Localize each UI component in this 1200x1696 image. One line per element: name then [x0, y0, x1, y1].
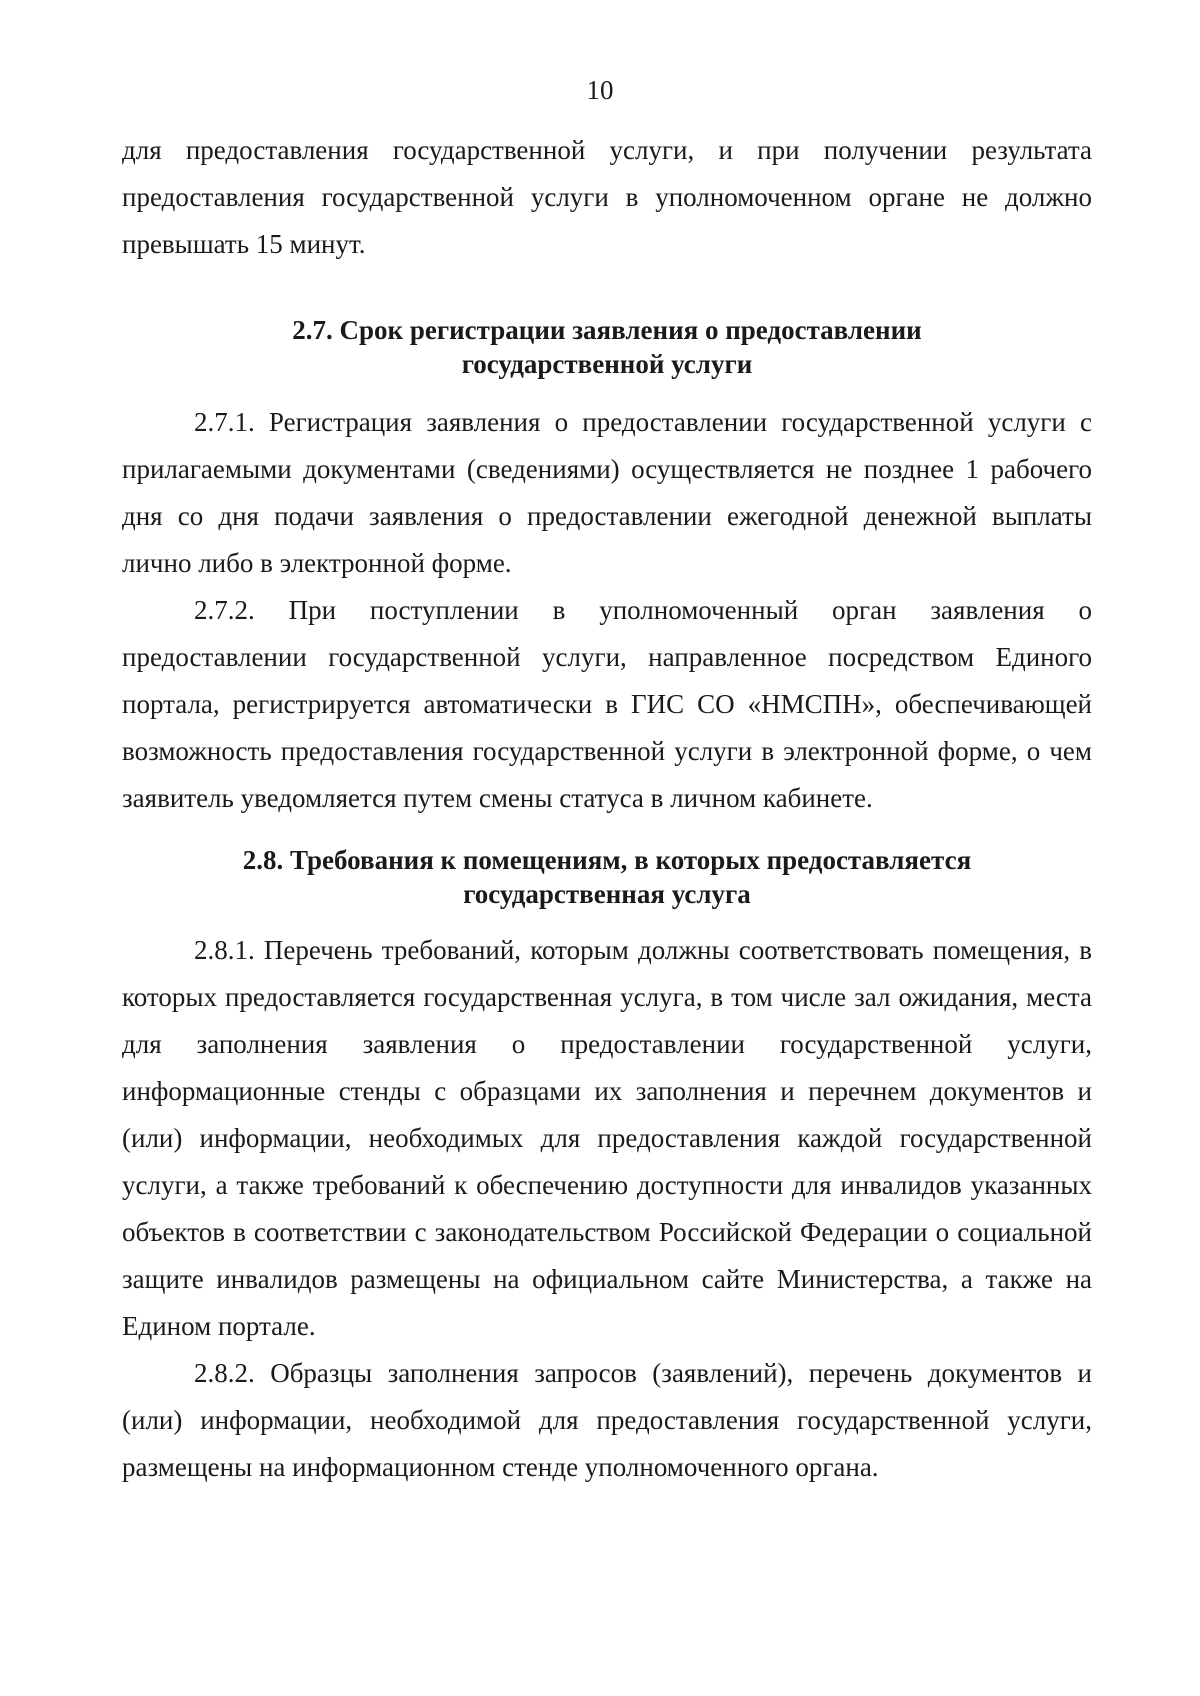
section-2-8-body [122, 927, 1092, 1491]
section-2-8-heading [122, 843, 1092, 911]
section-2-8-title-line1: 2.8. Требования к помещениям, в которых предоставляется [242, 845, 972, 875]
paragraph-2-8-2: 2.8.2. Образцы заполнения запросов (заявлений), перечень документов и (или) информации, необходимой для предоставления государственной услуги, размещены на информационном стенде уполномоченного органа. [122, 1358, 1092, 1482]
intro-paragraph: для предоставления государственной услуги, и при получении результата предоставления государственной услуги в уполномоченном органе не должно превышать 15 минут. [122, 135, 1092, 259]
paragraph-2-8-1: 2.8.1. Перечень требований, которым должны соответствовать помещения, в которых предоставляется государственная услуга, в том числе зал ожидания, места для заполнения заявления о предоставлении государственной услуги, информационные стенды с образцами их заполнения и перечнем документов и (или) информации, необходимых для предоставления каждой государственной услуги, а также требований к обеспечению доступности для инвалидов указанных объектов в соответствии с законодательством Российской Федерации о социальной защите инвалидов размещены на официальном сайте Министерства, а также на Едином портале. [122, 935, 1092, 1341]
section-2-7-heading [122, 313, 1092, 381]
section-2-7-body [122, 399, 1092, 822]
page-number: 10 [586, 75, 614, 105]
paragraph-2-7-1: 2.7.1. Регистрация заявления о предоставлении государственной услуги с прилагаемыми документами (сведениями) осуществляется не позднее 1 рабочего дня со дня подачи заявления о предоставлении ежегодной денежной выплаты лично либо в электронной форме. [122, 407, 1092, 578]
intro-block [122, 127, 1092, 268]
section-2-7-title-line2: государственной услуги [461, 349, 753, 379]
paragraph-2-7-2: 2.7.2. При поступлении в уполномоченный орган заявления о предоставлении государственной услуги, направленное посредством Единого портала, регистрируется автоматически в ГИС СО «НМСПН», обеспечивающей возможность предоставления государственной услуги в электронной форме, о чем заявитель уведомляется путем смены статуса в личном кабинете. [122, 595, 1092, 813]
section-2-8-title-line2: государственная услуга [463, 879, 751, 909]
section-2-7-title-line1: 2.7. Срок регистрации заявления о предоставлении [292, 315, 922, 345]
